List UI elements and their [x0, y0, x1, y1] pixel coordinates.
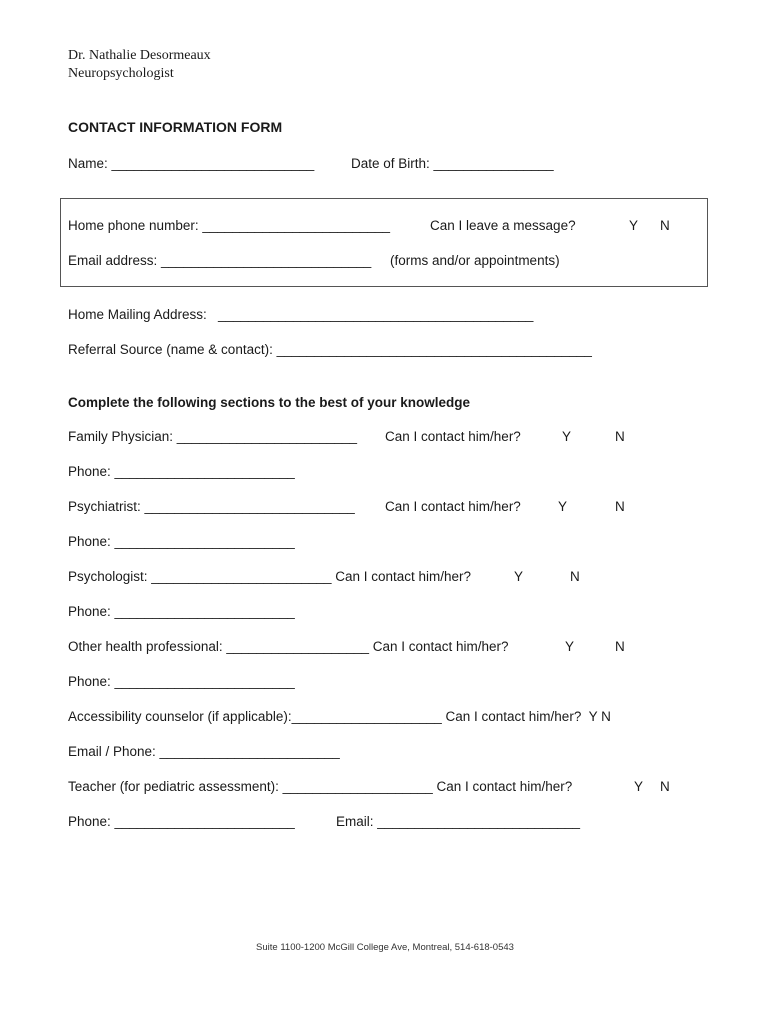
teacher-yes[interactable]: Y [634, 779, 644, 794]
email-field[interactable]: Email address: ____________________________ [68, 253, 372, 268]
teacher-phone[interactable]: Phone: ________________________ [68, 814, 295, 829]
other-health-yes[interactable]: Y [565, 639, 575, 654]
leave-message-question: Can I leave a message? [430, 218, 576, 233]
psychologist-no[interactable]: N [570, 569, 580, 584]
psychiatrist-yes[interactable]: Y [558, 499, 568, 514]
psychologist-field[interactable]: Psychologist: ________________________ Can I contact him/her? [68, 569, 472, 584]
other-health-field[interactable]: Other health professional: ___________________ Can I contact him/her? [68, 639, 509, 654]
family-physician-phone[interactable]: Phone: ________________________ [68, 464, 295, 479]
leave-message-no[interactable]: N [660, 218, 670, 233]
psychiatrist-phone[interactable]: Phone: ________________________ [68, 534, 295, 549]
home-phone-field[interactable]: Home phone number: _________________________ [68, 218, 391, 233]
mailing-address-field[interactable]: Home Mailing Address: __________________________________________ [68, 307, 534, 322]
dob-field[interactable]: Date of Birth: ________________ [351, 156, 554, 171]
family-physician-field[interactable]: Family Physician: ________________________ [68, 429, 357, 444]
family-physician-no[interactable]: N [615, 429, 625, 444]
other-health-no[interactable]: N [615, 639, 625, 654]
accessibility-counselor-field[interactable]: Accessibility counselor (if applicable):____________________ Can I contact him/her? Y N [68, 709, 611, 724]
teacher-field[interactable]: Teacher (for pediatric assessment): ____________________ Can I contact him/her? [68, 779, 573, 794]
name-field[interactable]: Name: ___________________________ [68, 156, 315, 171]
accessibility-email-phone[interactable]: Email / Phone: ________________________ [68, 744, 340, 759]
phone-email-box [60, 198, 708, 287]
form-title: CONTACT INFORMATION FORM [68, 119, 283, 135]
referral-source-field[interactable]: Referral Source (name & contact): __________________________________________ [68, 342, 592, 357]
family-physician-yes[interactable]: Y [562, 429, 572, 444]
teacher-email[interactable]: Email: ___________________________ [336, 814, 580, 829]
family-physician-question: Can I contact him/her? [385, 429, 521, 444]
footer-address: Suite 1100-1200 McGill College Ave, Montreal, 514-618-0543 [256, 942, 514, 953]
other-health-phone[interactable]: Phone: ________________________ [68, 674, 295, 689]
section-heading: Complete the following sections to the best of your knowledge [68, 395, 471, 410]
doctor-title: Neuropsychologist [68, 66, 174, 81]
psychiatrist-no[interactable]: N [615, 499, 625, 514]
psychiatrist-question: Can I contact him/her? [385, 499, 521, 514]
psychologist-yes[interactable]: Y [514, 569, 524, 584]
psychologist-phone[interactable]: Phone: ________________________ [68, 604, 295, 619]
leave-message-yes[interactable]: Y [629, 218, 639, 233]
email-note: (forms and/or appointments) [390, 253, 560, 268]
psychiatrist-field[interactable]: Psychiatrist: ____________________________ [68, 499, 355, 514]
teacher-no[interactable]: N [660, 779, 670, 794]
doctor-name: Dr. Nathalie Desormeaux [68, 48, 211, 63]
